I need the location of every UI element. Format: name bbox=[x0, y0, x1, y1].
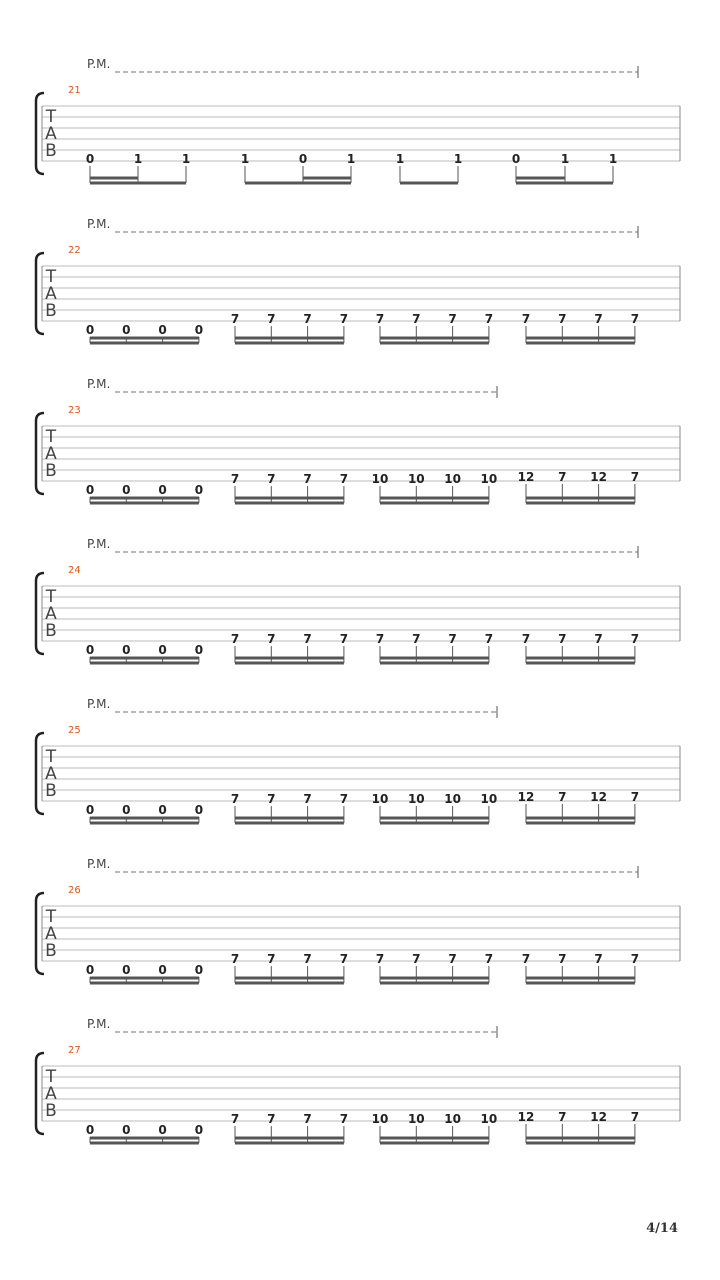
fret-number: 7 bbox=[412, 952, 421, 966]
fret-number: 0 bbox=[122, 803, 131, 817]
bar-number: 23 bbox=[68, 405, 81, 416]
fret-number: 7 bbox=[375, 952, 385, 966]
fret-number: 0 bbox=[298, 152, 308, 166]
fret-number: 10 bbox=[444, 1112, 461, 1126]
bar-number: 24 bbox=[68, 565, 81, 576]
fret-number: 10 bbox=[444, 792, 461, 806]
fret-number: 7 bbox=[303, 632, 312, 646]
fret-number: 12 bbox=[590, 1110, 607, 1124]
tab-clef-letter: B bbox=[45, 1101, 57, 1121]
fret-number: 7 bbox=[412, 632, 421, 646]
system-bracket bbox=[36, 93, 44, 174]
fret-number: 7 bbox=[484, 632, 494, 646]
fret-number: 10 bbox=[480, 792, 498, 806]
tab-clef-letter: T bbox=[45, 427, 57, 447]
fret-number: 0 bbox=[122, 483, 131, 497]
fret-number: 7 bbox=[267, 472, 276, 486]
tab-clef-letter: A bbox=[45, 124, 57, 144]
fret-number: 7 bbox=[267, 1112, 276, 1126]
fret-number: 10 bbox=[480, 472, 498, 486]
fret-number: 7 bbox=[339, 792, 349, 806]
fret-number: 7 bbox=[339, 632, 349, 646]
fret-number: 0 bbox=[158, 643, 167, 657]
fret-number: 7 bbox=[230, 792, 240, 806]
fret-number: 7 bbox=[230, 472, 240, 486]
tab-clef-letter: T bbox=[45, 107, 57, 127]
bar-number: 26 bbox=[68, 885, 81, 896]
fret-number: 0 bbox=[122, 963, 131, 977]
tab-clef-letter: T bbox=[45, 1067, 57, 1087]
fret-number: 7 bbox=[558, 790, 567, 804]
fret-number: 7 bbox=[630, 312, 640, 326]
tab-clef-letter: B bbox=[45, 781, 57, 801]
fret-number: 10 bbox=[371, 792, 389, 806]
fret-number: 7 bbox=[558, 1110, 567, 1124]
palm-mute-label: P.M. bbox=[87, 537, 111, 551]
fret-number: 7 bbox=[267, 632, 276, 646]
bar-number: 25 bbox=[68, 725, 81, 736]
fret-number: 0 bbox=[194, 963, 204, 977]
fret-number: 7 bbox=[521, 632, 531, 646]
fret-number: 1 bbox=[346, 152, 356, 166]
fret-number: 7 bbox=[230, 952, 240, 966]
fret-number: 7 bbox=[558, 470, 567, 484]
fret-number: 7 bbox=[303, 952, 312, 966]
fret-number: 7 bbox=[303, 312, 312, 326]
fret-number: 7 bbox=[630, 790, 640, 804]
fret-number: 7 bbox=[339, 1112, 349, 1126]
fret-number: 7 bbox=[339, 312, 349, 326]
fret-number: 10 bbox=[371, 1112, 389, 1126]
fret-number: 7 bbox=[594, 312, 603, 326]
tab-clef-letter: T bbox=[45, 267, 57, 287]
fret-number: 7 bbox=[594, 952, 603, 966]
palm-mute-label: P.M. bbox=[87, 57, 111, 71]
fret-number: 7 bbox=[558, 632, 567, 646]
tab-clef-letter: T bbox=[45, 587, 57, 607]
fret-number: 10 bbox=[407, 472, 425, 486]
fret-number: 12 bbox=[517, 790, 535, 804]
fret-number: 7 bbox=[521, 952, 531, 966]
fret-number: 7 bbox=[267, 792, 276, 806]
fret-number: 0 bbox=[158, 483, 167, 497]
fret-number: 7 bbox=[448, 952, 457, 966]
fret-number: 0 bbox=[158, 803, 167, 817]
tab-clef-letter: B bbox=[45, 461, 57, 481]
fret-number: 7 bbox=[339, 472, 349, 486]
bar-number: 21 bbox=[68, 85, 81, 96]
fret-number: 0 bbox=[122, 1123, 131, 1137]
tab-clef-letter: T bbox=[45, 747, 57, 767]
fret-number: 7 bbox=[375, 632, 385, 646]
palm-mute-label: P.M. bbox=[87, 697, 111, 711]
fret-number: 1 bbox=[395, 152, 405, 166]
fret-number: 0 bbox=[511, 152, 521, 166]
tab-clef-letter: A bbox=[45, 604, 57, 624]
bar-number: 27 bbox=[68, 1045, 81, 1056]
tab-clef-letter: B bbox=[45, 141, 57, 161]
fret-number: 7 bbox=[230, 312, 240, 326]
tab-clef-letter: T bbox=[45, 907, 57, 927]
fret-number: 12 bbox=[590, 790, 607, 804]
fret-number: 0 bbox=[194, 803, 204, 817]
fret-number: 10 bbox=[407, 792, 425, 806]
fret-number: 7 bbox=[267, 952, 276, 966]
fret-number: 0 bbox=[85, 803, 95, 817]
fret-number: 7 bbox=[630, 632, 640, 646]
fret-number: 0 bbox=[85, 963, 95, 977]
fret-number: 12 bbox=[517, 1110, 535, 1124]
fret-number: 1 bbox=[133, 152, 143, 166]
fret-number: 7 bbox=[412, 312, 421, 326]
fret-number: 7 bbox=[267, 312, 276, 326]
fret-number: 7 bbox=[521, 312, 531, 326]
fret-number: 12 bbox=[590, 470, 607, 484]
fret-number: 7 bbox=[230, 632, 240, 646]
system-bracket bbox=[36, 733, 44, 814]
system-bracket bbox=[36, 573, 44, 654]
fret-number: 1 bbox=[181, 152, 191, 166]
fret-number: 1 bbox=[240, 152, 250, 166]
fret-number: 0 bbox=[85, 1123, 95, 1137]
system-bracket bbox=[36, 893, 44, 974]
fret-number: 7 bbox=[375, 312, 385, 326]
system-bracket bbox=[36, 413, 44, 494]
fret-number: 7 bbox=[303, 1112, 312, 1126]
fret-number: 0 bbox=[194, 483, 204, 497]
fret-number: 0 bbox=[122, 643, 131, 657]
fret-number: 0 bbox=[85, 323, 95, 337]
fret-number: 7 bbox=[630, 952, 640, 966]
fret-number: 0 bbox=[194, 323, 204, 337]
palm-mute-label: P.M. bbox=[87, 1017, 111, 1031]
tab-clef-letter: A bbox=[45, 924, 57, 944]
fret-number: 1 bbox=[560, 152, 570, 166]
page-number: 4/14 bbox=[646, 1221, 678, 1236]
tab-clef-letter: B bbox=[45, 301, 57, 321]
fret-number: 10 bbox=[371, 472, 389, 486]
tab-clef-letter: B bbox=[45, 621, 57, 641]
fret-number: 0 bbox=[85, 483, 95, 497]
fret-number: 10 bbox=[407, 1112, 425, 1126]
tab-clef-letter: A bbox=[45, 764, 57, 784]
fret-number: 7 bbox=[448, 312, 457, 326]
fret-number: 7 bbox=[630, 1110, 640, 1124]
fret-number: 7 bbox=[484, 952, 494, 966]
tab-clef-letter: B bbox=[45, 941, 57, 961]
fret-number: 0 bbox=[158, 963, 167, 977]
fret-number: 0 bbox=[194, 1123, 204, 1137]
tab-clef-letter: A bbox=[45, 1084, 57, 1104]
fret-number: 7 bbox=[339, 952, 349, 966]
fret-number: 0 bbox=[85, 152, 95, 166]
fret-number: 0 bbox=[158, 1123, 167, 1137]
fret-number: 7 bbox=[594, 632, 603, 646]
palm-mute-label: P.M. bbox=[87, 217, 111, 231]
tab-clef-letter: A bbox=[45, 284, 57, 304]
tab-clef-letter: A bbox=[45, 444, 57, 464]
fret-number: 7 bbox=[558, 312, 567, 326]
fret-number: 7 bbox=[630, 470, 640, 484]
palm-mute-label: P.M. bbox=[87, 857, 111, 871]
fret-number: 0 bbox=[194, 643, 204, 657]
fret-number: 7 bbox=[558, 952, 567, 966]
fret-number: 0 bbox=[85, 643, 95, 657]
fret-number: 7 bbox=[303, 792, 312, 806]
fret-number: 7 bbox=[484, 312, 494, 326]
fret-number: 10 bbox=[480, 1112, 498, 1126]
fret-number: 7 bbox=[303, 472, 312, 486]
fret-number: 0 bbox=[158, 323, 167, 337]
system-bracket bbox=[36, 253, 44, 334]
fret-number: 1 bbox=[453, 152, 463, 166]
fret-number: 1 bbox=[608, 152, 618, 166]
palm-mute-label: P.M. bbox=[87, 377, 111, 391]
fret-number: 10 bbox=[444, 472, 461, 486]
bar-number: 22 bbox=[68, 245, 81, 256]
fret-number: 12 bbox=[517, 470, 535, 484]
fret-number: 7 bbox=[448, 632, 457, 646]
fret-number: 0 bbox=[122, 323, 131, 337]
system-bracket bbox=[36, 1053, 44, 1134]
fret-number: 7 bbox=[230, 1112, 240, 1126]
